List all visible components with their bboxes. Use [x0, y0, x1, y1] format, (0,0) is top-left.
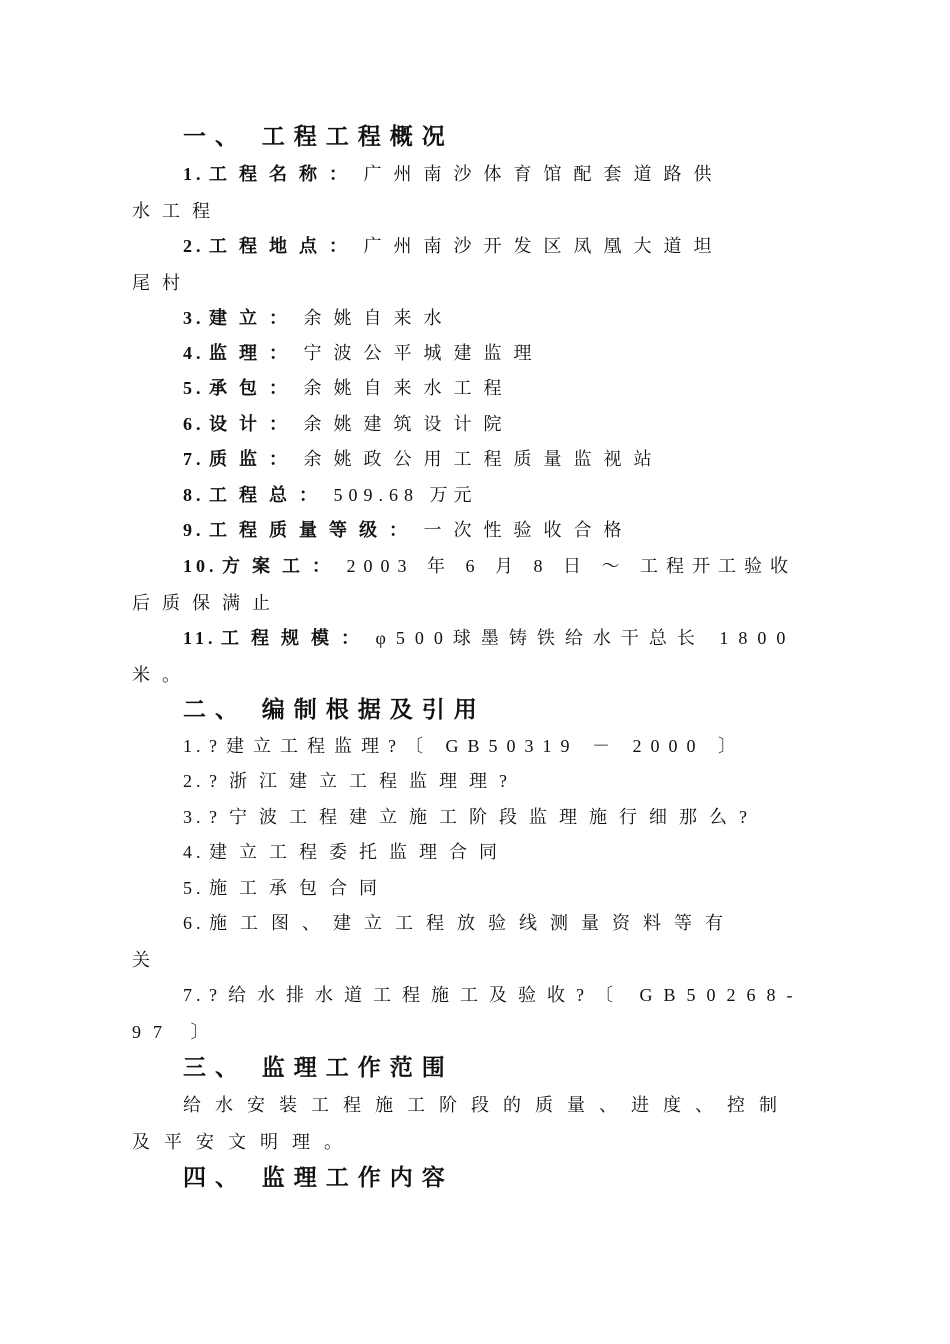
- item-label: 方案工：: [222, 556, 342, 576]
- reference-item-7: [183, 983, 803, 1007]
- overview-item-7: [183, 447, 664, 471]
- overview-item-9: [183, 518, 634, 542]
- section-2-title: 二、 编制根据及引用: [183, 697, 486, 722]
- item-number: 1.: [183, 736, 205, 756]
- item-value: 余姚政公用工程质量监视站: [303, 449, 664, 469]
- overview-item-4: [183, 341, 544, 365]
- reference-item-3: [183, 805, 759, 829]
- scope-text-line-1: 给水安装工程施工阶段的质量、进度、控制: [183, 1095, 791, 1115]
- overview-item-11: [183, 626, 795, 650]
- reference-item-7-continuation: 97 〕: [132, 1022, 221, 1042]
- item-number: 11.: [183, 628, 217, 648]
- section-1-title: 一、 工程工程概况: [183, 124, 454, 149]
- overview-item-8: [183, 483, 478, 507]
- scope-text-line-2: 及平安文明理。: [132, 1132, 356, 1152]
- item-value: 一次性验收合格: [423, 520, 634, 540]
- item-number: 7.: [183, 985, 205, 1005]
- reference-item-4: [183, 840, 509, 864]
- item-number: 4.: [183, 842, 205, 862]
- item-number: 10.: [183, 556, 218, 576]
- item-number: 1.: [183, 164, 205, 184]
- item-text: ?浙江建立工程监理理?: [209, 771, 519, 791]
- item-text: 施工图、建立工程放验线测量资料等有: [209, 913, 736, 933]
- item-number: 2.: [183, 236, 205, 256]
- item-number: 5.: [183, 878, 205, 898]
- item-value: 广州南沙体育馆配套道路供: [363, 164, 724, 184]
- item-number: 4.: [183, 343, 205, 363]
- reference-item-1: [183, 734, 745, 758]
- overview-item-1-continuation: 水工程: [132, 201, 222, 221]
- item-value: 余姚自来水: [303, 308, 454, 328]
- reference-item-6: [183, 911, 736, 935]
- item-label: 监理：: [209, 343, 299, 363]
- item-number: 7.: [183, 449, 205, 469]
- item-value: 广州南沙开发区凤凰大道坦: [363, 236, 724, 256]
- item-text: ?建立工程监理?〔 GB50319 － 2000 〕: [209, 736, 745, 756]
- item-label: 工程名称：: [209, 164, 359, 184]
- item-number: 9.: [183, 520, 205, 540]
- overview-item-1: [183, 162, 724, 186]
- overview-item-5: [183, 376, 514, 400]
- item-label: 工程总：: [209, 485, 329, 505]
- reference-item-5: [183, 876, 389, 900]
- item-number: 8.: [183, 485, 205, 505]
- overview-item-11-continuation: 米。: [132, 665, 192, 685]
- item-label: 建立：: [209, 308, 299, 328]
- overview-item-2: [183, 234, 724, 258]
- section-4-title: 四、 监理工作内容: [183, 1165, 454, 1190]
- overview-item-6: [183, 412, 514, 436]
- item-value: 余姚自来水工程: [303, 378, 514, 398]
- item-value: 2003 年 6 月 8 日 ～ 工程开工验收: [346, 556, 796, 576]
- overview-item-3: [183, 306, 454, 330]
- item-label: 设计：: [209, 414, 299, 434]
- reference-item-6-continuation: 关: [132, 950, 162, 970]
- item-number: 2.: [183, 771, 205, 791]
- item-value: 宁波公平城建监理: [303, 343, 544, 363]
- item-label: 工程规模：: [221, 628, 372, 648]
- item-value: 509.68 万元: [333, 485, 478, 505]
- item-number: 3.: [183, 807, 205, 827]
- overview-item-2-continuation: 尾村: [132, 273, 192, 293]
- item-text: ?宁波工程建立施工阶段监理施行细那么?: [209, 807, 759, 827]
- item-text: ?给水排水道工程施工及验收?〔 GB50268-: [209, 985, 804, 1005]
- item-number: 3.: [183, 308, 205, 328]
- item-label: 承包：: [209, 378, 299, 398]
- item-number: 6.: [183, 913, 205, 933]
- item-label: 质监：: [209, 449, 299, 469]
- item-label: 工程质量等级：: [209, 520, 419, 540]
- section-3-title: 三、 监理工作范围: [183, 1055, 454, 1080]
- item-text: 建立工程委托监理合同: [209, 842, 509, 862]
- overview-item-10: [183, 554, 796, 578]
- item-value: 余姚建筑设计院: [303, 414, 514, 434]
- item-value: φ500球墨铸铁给水干总长 1800: [375, 628, 796, 648]
- item-text: 施工承包合同: [209, 878, 389, 898]
- item-number: 5.: [183, 378, 205, 398]
- overview-item-10-continuation: 后质保满止: [132, 593, 282, 613]
- item-number: 6.: [183, 414, 205, 434]
- item-label: 工程地点：: [209, 236, 359, 256]
- reference-item-2: [183, 769, 519, 793]
